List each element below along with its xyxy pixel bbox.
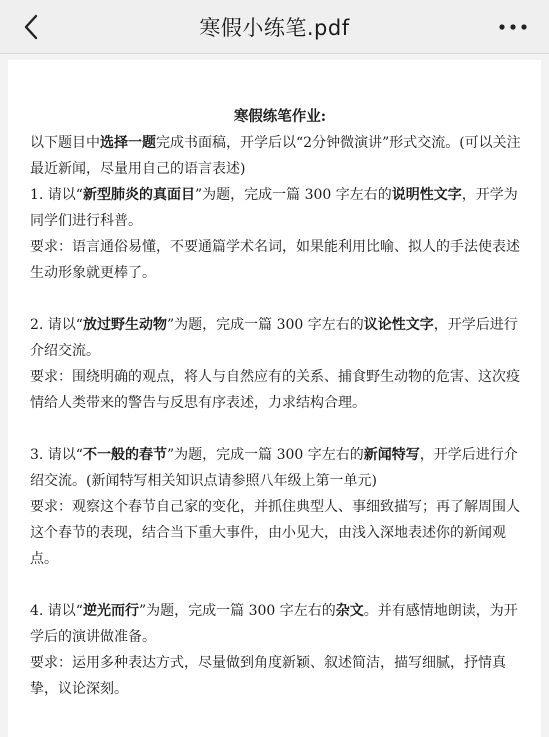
more-dots-icon [498, 23, 528, 31]
item-text: ”为题，完成一篇 300 字左右的 [166, 317, 364, 333]
pdf-page[interactable] [8, 60, 541, 737]
item-4-prompt [30, 598, 530, 650]
item-text: 3. 请以“ [30, 447, 83, 463]
item-topic: 新型肺炎的真面目 [82, 187, 195, 203]
item-text: 4. 请以“ [30, 603, 83, 619]
document-body [30, 104, 530, 702]
more-button[interactable] [493, 10, 533, 44]
item-genre: 杂文 [335, 603, 364, 619]
item-text: ”为题，完成一篇 300 字左右的 [138, 603, 336, 619]
intro-text: 以下题目中 [30, 135, 100, 151]
item-1-requirement: 要求：语言通俗易懂，不要通篇学术名词，如果能利用比喻、拟人的手法使表述生动形象就更棒了。 [30, 239, 520, 281]
item-2-requirement: 要求：围绕明确的观点，将人与自然应有的关系、捕食野生动物的危害、这次疫情给人类带来的警告与反思有序表述，力求结构合理。 [30, 369, 520, 411]
nav-bar [0, 0, 549, 54]
intro-emphasis: 选择一题 [100, 135, 156, 151]
item-text: ，开学后进行介绍交流。(新闻特写相关知识点请参照八年级上第一单元) [30, 447, 518, 489]
item-genre: 说明性文字 [391, 187, 462, 203]
item-2-prompt [30, 312, 530, 364]
item-3-prompt [30, 442, 530, 494]
item-topic: 不一般的春节 [82, 447, 167, 463]
document-title: 寒假练笔作业: [233, 108, 327, 125]
intro-paragraph [30, 130, 530, 182]
item-text: ”为题，完成一篇 300 字左右的 [166, 447, 364, 463]
spacer [30, 572, 530, 598]
back-button[interactable] [14, 10, 48, 44]
item-text: ”为题，完成一篇 300 字左右的 [194, 187, 392, 203]
page-title: 寒假小练笔.pdf [199, 15, 350, 40]
item-text: ，开学后进行介绍交流。 [30, 317, 518, 359]
item-topic: 放过野生动物 [82, 317, 167, 333]
item-text: ，开学为同学们进行科普。 [30, 187, 518, 229]
item-genre: 新闻特写 [363, 447, 420, 463]
intro-text: 完成书面稿，开学后以“2分钟微演讲”形式交流。(可以关注最近新闻，尽量用自己的语言表述) [30, 135, 521, 177]
item-genre: 议论性文字 [363, 317, 434, 333]
item-1-prompt [30, 182, 530, 234]
spacer [30, 286, 530, 312]
item-topic: 逆光而行 [82, 603, 139, 619]
spacer [30, 416, 530, 442]
item-text: 1. 请以“ [30, 187, 83, 203]
item-3-requirement: 要求：观察这个春节自己家的变化，并抓住典型人、事细致描写；再了解周围人这个春节的表现，结合当下重大事件，由小见大，由浅入深地表述你的新闻观点。 [30, 499, 520, 567]
item-4-requirement: 要求：运用多种表达方式，尽量做到角度新颖、叙述简洁，描写细腻，抒情真挚，议论深刻。 [30, 655, 506, 697]
item-text: 2. 请以“ [30, 317, 83, 333]
item-text: 。并有感情地朗读，为开学后的演讲做准备。 [30, 603, 518, 645]
chevron-left-icon [23, 14, 39, 40]
